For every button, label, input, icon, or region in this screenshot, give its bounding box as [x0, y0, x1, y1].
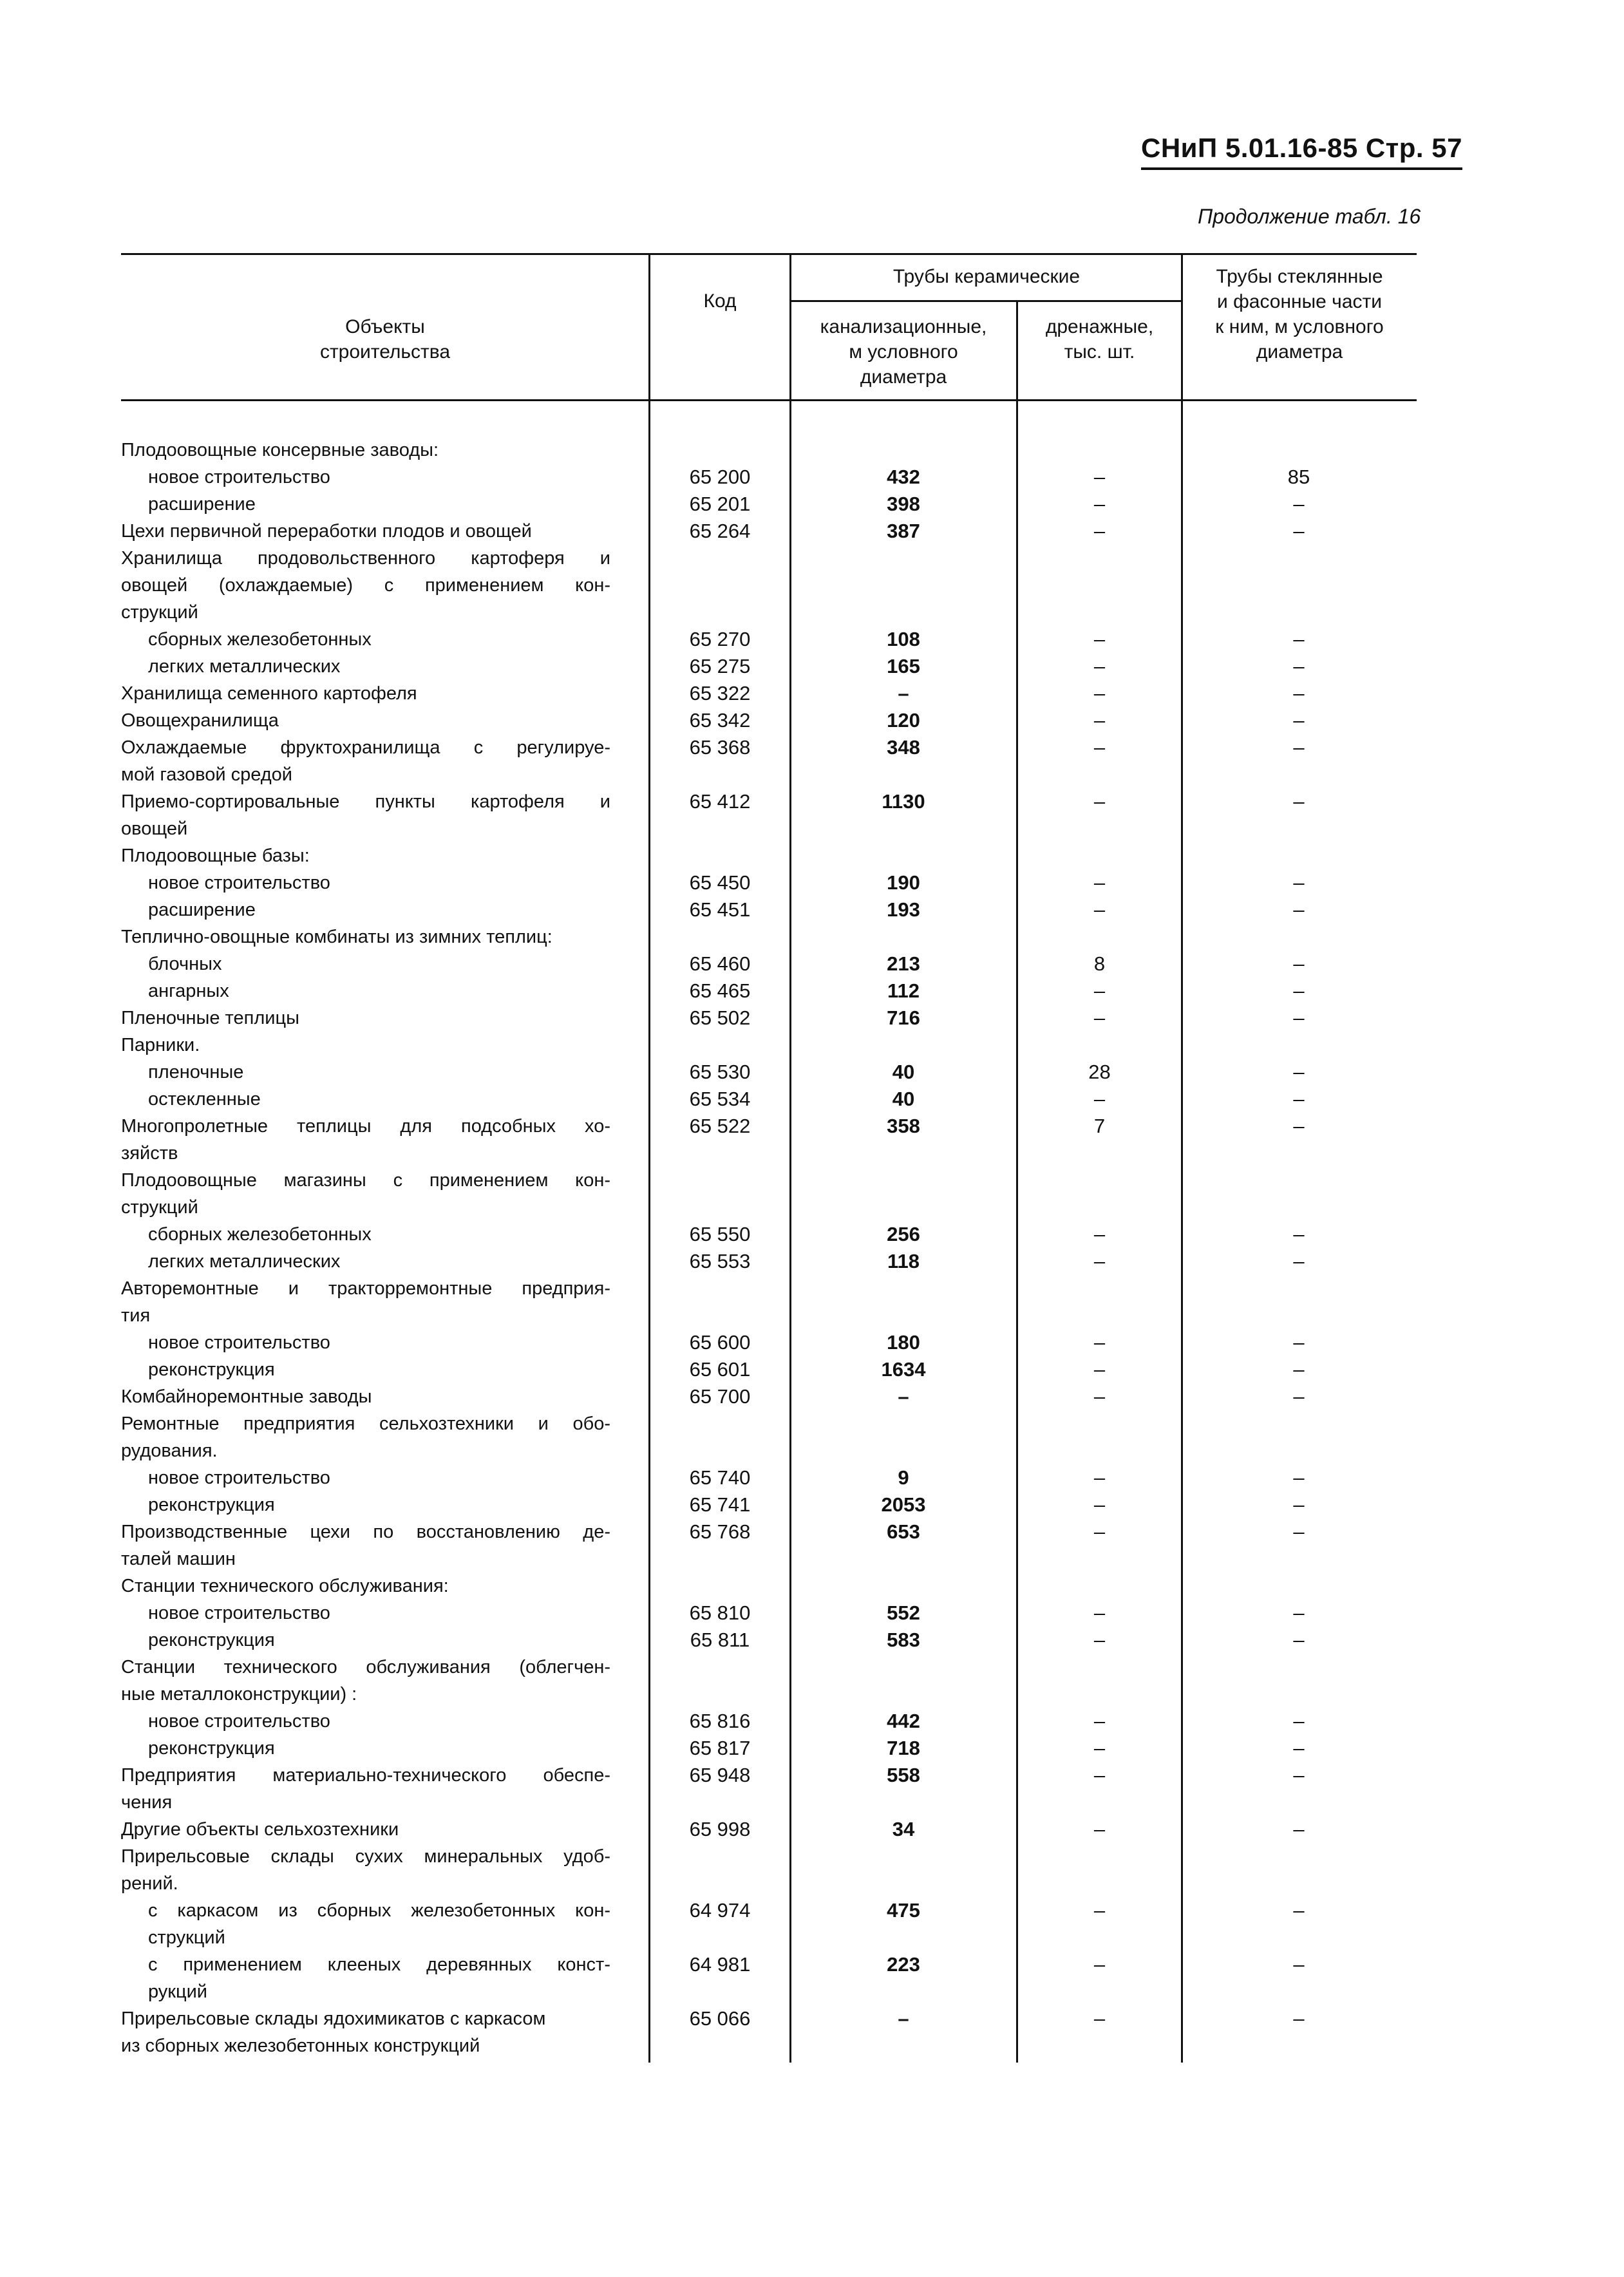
cell-code: 65 741: [689, 1493, 751, 1516]
cell-glass-pipes: –: [1293, 1601, 1305, 1624]
cell-glass-pipes: –: [1293, 1331, 1305, 1354]
cell-object: новое строительство: [148, 1332, 330, 1353]
table-row: [0, 761, 1624, 788]
cell-glass-pipes: –: [1293, 1899, 1305, 1922]
table-row: [0, 1194, 1624, 1221]
column-header-objects: Объекты строительства: [319, 316, 451, 363]
cell-object: Прирельсовые склады сухих минеральных удоб-: [121, 1846, 610, 1867]
table-row: [0, 1518, 1624, 1545]
cell-object: Плодоовощные магазины с применением кон-: [121, 1170, 610, 1191]
cell-sewer-pipes: 40: [892, 1088, 915, 1110]
cell-glass-pipes: –: [1293, 790, 1305, 813]
cell-glass-pipes: –: [1293, 655, 1305, 677]
cell-drain-pipes: –: [1093, 1358, 1106, 1381]
cell-glass-pipes: –: [1293, 1061, 1305, 1083]
cell-object: реконструкция: [148, 1738, 275, 1759]
cell-sewer-pipes: 34: [892, 1818, 915, 1840]
table-row: [0, 1816, 1624, 1843]
cell-object: Приемо-сортировальные пункты картофеля и: [121, 791, 610, 812]
table-row: [0, 1654, 1624, 1681]
table-row: [0, 2005, 1624, 2032]
ceramic-group-rule: [791, 300, 1182, 302]
cell-object: Охлаждаемые фруктохранилища с регулируе-: [121, 737, 610, 758]
cell-glass-pipes: –: [1293, 898, 1305, 921]
cell-object: тия: [121, 1305, 151, 1326]
cell-drain-pipes: –: [1093, 736, 1106, 759]
table-row: [0, 707, 1624, 734]
table-row: [0, 1924, 1624, 1951]
cell-sewer-pipes: 165: [887, 655, 920, 677]
cell-drain-pipes: 28: [1088, 1061, 1111, 1083]
cell-sewer-pipes: 552: [887, 1601, 920, 1624]
cell-drain-pipes: 7: [1093, 1115, 1106, 1137]
cell-glass-pipes: –: [1293, 871, 1305, 894]
cell-glass-pipes: –: [1293, 1818, 1305, 1840]
table-row: [0, 680, 1624, 707]
cell-sewer-pipes: 653: [887, 1520, 920, 1543]
table-row: [0, 518, 1624, 545]
column-header-ceramic: Трубы керамические: [892, 266, 1081, 287]
cell-glass-pipes: –: [1293, 2007, 1305, 2030]
cell-drain-pipes: –: [1093, 790, 1106, 813]
cell-code: 65 600: [689, 1331, 751, 1354]
cell-drain-pipes: 8: [1093, 952, 1106, 975]
table-row: [0, 923, 1624, 950]
cell-object: Многопролетные теплицы для подсобных хо-: [121, 1116, 610, 1137]
table-row: [0, 1464, 1624, 1491]
cell-glass-pipes: –: [1293, 1737, 1305, 1759]
table-row: [0, 437, 1624, 464]
cell-glass-pipes: –: [1293, 1358, 1305, 1381]
cell-drain-pipes: –: [1093, 628, 1106, 650]
cell-code: 65 502: [689, 1006, 751, 1029]
table-row: [0, 572, 1624, 599]
table-row: [0, 626, 1624, 653]
cell-sewer-pipes: 1130: [882, 790, 925, 813]
cell-object: мой газовой средой: [121, 764, 292, 785]
table-row: [0, 653, 1624, 680]
table-row: [0, 1762, 1624, 1789]
table-row: [0, 842, 1624, 869]
cell-sewer-pipes: 180: [887, 1331, 920, 1354]
cell-code: 65 700: [689, 1385, 751, 1408]
cell-drain-pipes: –: [1093, 655, 1106, 677]
cell-sewer-pipes: 358: [887, 1115, 920, 1137]
cell-drain-pipes: –: [1093, 1737, 1106, 1759]
cell-drain-pipes: –: [1093, 1223, 1106, 1245]
table-row: [0, 950, 1624, 978]
cell-object: струкций: [121, 1197, 198, 1218]
table-row: [0, 734, 1624, 761]
table-row: [0, 1140, 1624, 1167]
cell-object: Станции технического обслуживания:: [121, 1576, 449, 1596]
cell-object: Плодоовощные консервные заводы:: [121, 440, 439, 460]
cell-sewer-pipes: 112: [887, 979, 920, 1002]
cell-sewer-pipes: 223: [887, 1953, 920, 1976]
cell-object: сборных железобетонных: [148, 1224, 372, 1245]
cell-code: 65 412: [689, 790, 751, 813]
cell-code: 65 811: [690, 1629, 750, 1651]
cell-object: с каркасом из сборных железобетонных кон-: [148, 1900, 610, 1921]
table-row: [0, 1573, 1624, 1600]
column-header-glass: Трубы стеклянные и фасонные части к ним, м условного диаметра: [1215, 266, 1384, 363]
cell-sewer-pipes: 718: [887, 1737, 920, 1759]
cell-glass-pipes: –: [1293, 682, 1305, 704]
cell-object: легких металлических: [148, 1251, 341, 1272]
cell-glass-pipes: –: [1293, 493, 1305, 515]
cell-glass-pipes: 85: [1287, 466, 1310, 488]
cell-object: Овощехранилища: [121, 710, 279, 731]
table-row: [0, 978, 1624, 1005]
table-row: [0, 1167, 1624, 1194]
cell-code: 65 066: [689, 2007, 751, 2030]
cell-code: 65 998: [689, 1818, 751, 1840]
cell-drain-pipes: –: [1093, 1088, 1106, 1110]
cell-code: 65 550: [689, 1223, 751, 1245]
cell-code: 65 522: [689, 1115, 751, 1137]
cell-drain-pipes: –: [1093, 1601, 1106, 1624]
cell-drain-pipes: –: [1093, 1629, 1106, 1651]
table-row: [0, 1383, 1624, 1410]
cell-drain-pipes: –: [1093, 709, 1106, 732]
cell-sewer-pipes: –: [898, 682, 909, 704]
cell-code: 64 981: [689, 1953, 751, 1976]
cell-object: новое строительство: [148, 1603, 330, 1623]
table-row: [0, 1735, 1624, 1762]
cell-object: Хранилища продовольственного картоферя и: [121, 548, 610, 569]
cell-sewer-pipes: 2053: [881, 1493, 926, 1516]
cell-object: струкций: [121, 602, 198, 623]
table-row: [0, 545, 1624, 572]
cell-object: талей машин: [121, 1549, 236, 1569]
table-row: [0, 1897, 1624, 1924]
cell-sewer-pipes: 387: [887, 520, 920, 542]
table-row: [0, 2032, 1624, 2059]
cell-object: чения: [121, 1792, 173, 1813]
cell-glass-pipes: –: [1293, 520, 1305, 542]
cell-code: 65 275: [689, 655, 751, 677]
table-row: [0, 1789, 1624, 1816]
cell-object: новое строительство: [148, 1468, 330, 1488]
cell-drain-pipes: –: [1093, 2007, 1106, 2030]
cell-sewer-pipes: –: [898, 1385, 909, 1408]
cell-sewer-pipes: 193: [887, 898, 920, 921]
cell-glass-pipes: –: [1293, 952, 1305, 975]
cell-code: 65 534: [689, 1088, 751, 1110]
cell-glass-pipes: –: [1293, 979, 1305, 1002]
cell-sewer-pipes: 40: [892, 1061, 915, 1083]
cell-object: Станции технического обслуживания (облегчен-: [121, 1657, 610, 1677]
cell-glass-pipes: –: [1293, 1006, 1305, 1029]
table-row: [0, 788, 1624, 815]
table-row: [0, 1329, 1624, 1356]
cell-object: сборных железобетонных: [148, 629, 372, 650]
cell-code: 65 200: [689, 466, 751, 488]
cell-code: 65 768: [689, 1520, 751, 1543]
cell-code: 65 817: [689, 1737, 751, 1759]
table-row: [0, 1032, 1624, 1059]
cell-glass-pipes: –: [1293, 1520, 1305, 1543]
cell-drain-pipes: –: [1093, 466, 1106, 488]
cell-object: Пленочные теплицы: [121, 1008, 299, 1028]
cell-object: реконструкция: [148, 1630, 275, 1650]
cell-code: 65 740: [689, 1466, 751, 1489]
cell-drain-pipes: –: [1093, 682, 1106, 704]
table-row: [0, 1410, 1624, 1437]
cell-drain-pipes: –: [1093, 1710, 1106, 1732]
cell-object: новое строительство: [148, 873, 330, 893]
table-row: [0, 1708, 1624, 1735]
cell-object: Цехи первичной переработки плодов и овощей: [121, 521, 532, 542]
table-row: [0, 1086, 1624, 1113]
cell-sewer-pipes: 213: [887, 952, 920, 975]
cell-sewer-pipes: 432: [887, 466, 920, 488]
cell-object: реконструкция: [148, 1359, 275, 1380]
cell-glass-pipes: –: [1293, 736, 1305, 759]
cell-drain-pipes: –: [1093, 1818, 1106, 1840]
cell-drain-pipes: –: [1093, 1953, 1106, 1976]
cell-code: 65 465: [689, 979, 751, 1002]
cell-object: блочных: [148, 954, 222, 974]
cell-glass-pipes: –: [1293, 1493, 1305, 1516]
cell-object: ные металлоконструкции) :: [121, 1684, 357, 1705]
cell-drain-pipes: –: [1093, 898, 1106, 921]
cell-code: 65 460: [689, 952, 751, 975]
table-row: [0, 1005, 1624, 1032]
table-row: [0, 1627, 1624, 1654]
cell-object: ангарных: [148, 981, 229, 1001]
cell-object: рудования.: [121, 1441, 218, 1461]
cell-glass-pipes: –: [1293, 1250, 1305, 1272]
table-row: [0, 1843, 1624, 1870]
cell-sewer-pipes: 256: [887, 1223, 920, 1245]
table-continuation-label: Продолжение табл. 16: [1198, 205, 1421, 228]
cell-drain-pipes: –: [1093, 1493, 1106, 1516]
cell-drain-pipes: –: [1093, 979, 1106, 1002]
table-row: [0, 1545, 1624, 1573]
cell-sewer-pipes: 475: [887, 1899, 920, 1922]
cell-object: Другие объекты сельхозтехники: [121, 1819, 399, 1840]
cell-object: рений.: [121, 1873, 178, 1894]
cell-code: 65 451: [689, 898, 751, 921]
cell-object: Производственные цехи по восстановлению де-: [121, 1522, 610, 1542]
table-row: [0, 1978, 1624, 2005]
cell-drain-pipes: –: [1093, 1385, 1106, 1408]
cell-object: Комбайноремонтные заводы: [121, 1386, 372, 1407]
cell-object: Ремонтные предприятия сельхозтехники и обо-: [121, 1413, 610, 1434]
column-header-sewer: канализационные, м условного диаметра: [820, 316, 987, 388]
cell-code: 65 264: [689, 520, 751, 542]
cell-glass-pipes: –: [1293, 1953, 1305, 1976]
cell-glass-pipes: –: [1293, 1629, 1305, 1651]
table-row: [0, 815, 1624, 842]
cell-sewer-pipes: 716: [887, 1006, 920, 1029]
table-row: [0, 1113, 1624, 1140]
table-row: [0, 1356, 1624, 1383]
page-header: СНиП 5.01.16-85 Стр. 57: [1141, 133, 1462, 170]
cell-glass-pipes: –: [1293, 628, 1305, 650]
cell-code: 65 322: [689, 682, 751, 704]
table-row: [0, 1600, 1624, 1627]
cell-drain-pipes: –: [1093, 1764, 1106, 1786]
table-row: [0, 1248, 1624, 1275]
cell-object: Авторемонтные и тракторремонтные предприя-: [121, 1278, 610, 1299]
cell-code: 65 601: [689, 1358, 751, 1381]
table-row: [0, 599, 1624, 626]
cell-object: Прирельсовые склады ядохимикатов с каркасом: [121, 2008, 546, 2029]
cell-object: расширение: [148, 900, 256, 920]
cell-glass-pipes: –: [1293, 1466, 1305, 1489]
table-row: [0, 1437, 1624, 1464]
table-row: [0, 869, 1624, 896]
cell-sewer-pipes: 348: [887, 736, 920, 759]
cell-object: пленочные: [148, 1062, 244, 1082]
column-header-code: Код: [703, 290, 737, 312]
cell-sewer-pipes: 442: [887, 1710, 920, 1732]
cell-object: струкций: [148, 1927, 225, 1948]
cell-sewer-pipes: 120: [887, 709, 920, 732]
table-row: [0, 1951, 1624, 1978]
cell-object: овощей (охлаждаемые) с применением кон-: [121, 575, 610, 596]
table-row: [0, 1059, 1624, 1086]
cell-code: 65 810: [689, 1601, 751, 1624]
cell-glass-pipes: –: [1293, 1088, 1305, 1110]
table-row: [0, 464, 1624, 491]
cell-code: 65 816: [689, 1710, 751, 1732]
cell-code: 64 974: [689, 1899, 751, 1922]
table-row: [0, 1221, 1624, 1248]
table-top-rule: [121, 253, 1417, 255]
cell-code: 65 342: [689, 709, 751, 732]
cell-code: 65 270: [689, 628, 751, 650]
cell-object: новое строительство: [148, 1711, 330, 1732]
cell-sewer-pipes: 190: [887, 871, 920, 894]
cell-drain-pipes: –: [1093, 1250, 1106, 1272]
cell-object: Плодоовощные базы:: [121, 846, 310, 866]
cell-object: расширение: [148, 494, 256, 515]
cell-drain-pipes: –: [1093, 493, 1106, 515]
cell-drain-pipes: –: [1093, 1466, 1106, 1489]
cell-object: из сборных железобетонных конструкций: [121, 2036, 480, 2056]
cell-sewer-pipes: 108: [887, 628, 920, 650]
cell-glass-pipes: –: [1293, 1710, 1305, 1732]
cell-glass-pipes: –: [1293, 1764, 1305, 1786]
cell-drain-pipes: –: [1093, 1899, 1106, 1922]
cell-code: 65 553: [689, 1250, 751, 1272]
cell-object: Парники.: [121, 1035, 200, 1055]
cell-object: рукций: [148, 1981, 207, 2002]
table-row: [0, 1302, 1624, 1329]
cell-sewer-pipes: 9: [898, 1466, 909, 1489]
cell-object: остекленные: [148, 1089, 261, 1110]
cell-glass-pipes: –: [1293, 709, 1305, 732]
cell-code: 65 948: [689, 1764, 751, 1786]
cell-code: 65 450: [689, 871, 751, 894]
cell-sewer-pipes: 118: [887, 1250, 920, 1272]
cell-object: с применением клееных деревянных конст-: [148, 1954, 610, 1975]
cell-sewer-pipes: –: [898, 2007, 909, 2030]
cell-glass-pipes: –: [1293, 1115, 1305, 1137]
cell-code: 65 530: [689, 1061, 751, 1083]
table-row: [0, 1681, 1624, 1708]
table-row: [0, 1870, 1624, 1897]
cell-drain-pipes: –: [1093, 1006, 1106, 1029]
cell-drain-pipes: –: [1093, 871, 1106, 894]
cell-object: новое строительство: [148, 467, 330, 487]
table-header-bottom-rule: [121, 399, 1417, 401]
cell-drain-pipes: –: [1093, 1520, 1106, 1543]
table-row: [0, 1275, 1624, 1302]
cell-drain-pipes: –: [1093, 1331, 1106, 1354]
cell-drain-pipes: –: [1093, 520, 1106, 542]
table-row: [0, 896, 1624, 923]
cell-object: зяйств: [121, 1143, 178, 1164]
cell-glass-pipes: –: [1293, 1385, 1305, 1408]
cell-object: легких металлических: [148, 656, 341, 677]
table-row: [0, 1491, 1624, 1518]
cell-object: Хранилища семенного картофеля: [121, 683, 417, 704]
cell-object: реконструкция: [148, 1495, 275, 1515]
cell-sewer-pipes: 398: [887, 493, 920, 515]
cell-sewer-pipes: 558: [887, 1764, 920, 1786]
column-header-drain: дренажные, тыс. шт.: [1045, 316, 1154, 363]
cell-object: Теплично-овощные комбинаты из зимних теплиц:: [121, 927, 552, 947]
table-row: [0, 491, 1624, 518]
cell-object: овощей: [121, 818, 188, 839]
cell-code: 65 368: [689, 736, 751, 759]
cell-code: 65 201: [689, 493, 751, 515]
cell-glass-pipes: –: [1293, 1223, 1305, 1245]
cell-sewer-pipes: 583: [887, 1629, 920, 1651]
cell-sewer-pipes: 1634: [881, 1358, 926, 1381]
cell-object: Предприятия материально-технического обеспе-: [121, 1765, 610, 1786]
